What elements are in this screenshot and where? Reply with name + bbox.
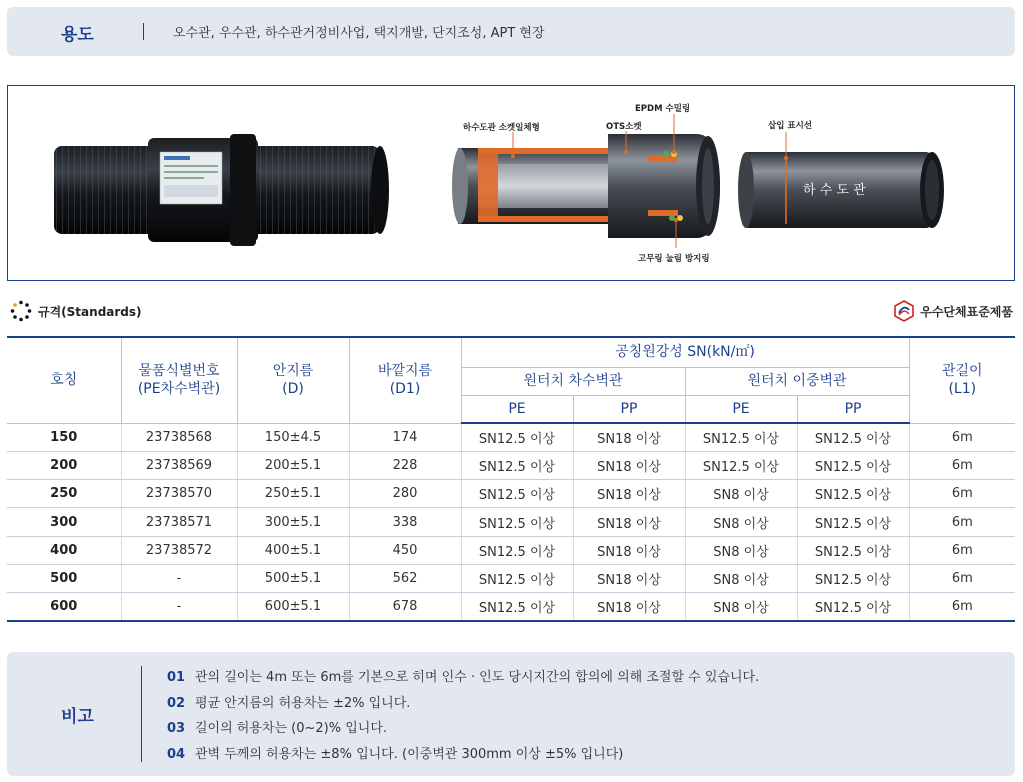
standards-label: 규격(Standards)	[38, 304, 142, 319]
cell-item-number: 23738570	[121, 480, 237, 508]
cell-inner-diameter: 600±5.1	[237, 593, 349, 621]
usage-title: 용도	[61, 25, 94, 45]
usage-text: 오수관, 우수관, 하수관거정비사업, 택지개발, 단지조성, APT 현장	[173, 26, 545, 41]
remark-text: 관의 길이는 4m 또는 6m를 기본으로 히며 인수 · 인도 당시지간의 합의에 의해 조절할 수 있습니다.	[195, 670, 760, 685]
cell-double-wall-pe: SN12.5 이상	[685, 423, 797, 451]
cell-item-number: 23738569	[121, 451, 237, 479]
cell-inner-diameter: 300±5.1	[237, 508, 349, 536]
cell-outer-diameter: 338	[349, 508, 461, 536]
cell-outer-diameter: 678	[349, 593, 461, 621]
header-length: 관길이 (L1)	[909, 337, 1015, 423]
header-inner-diameter: 안지름 (D)	[237, 337, 349, 423]
cell-outer-diameter: 228	[349, 451, 461, 479]
cell-double-wall-pe: SN8 이상	[685, 508, 797, 536]
label-insert-line: 삽입 표시선	[768, 121, 813, 131]
cell-watertight-pp: SN18 이상	[573, 423, 685, 451]
cell-watertight-pe: SN12.5 이상	[461, 451, 573, 479]
cell-double-wall-pp: SN12.5 이상	[797, 536, 909, 564]
cell-double-wall-pe: SN8 이상	[685, 593, 797, 621]
cell-item-number: 23738568	[121, 423, 237, 451]
cell-watertight-pp: SN18 이상	[573, 508, 685, 536]
header-item-number: 물품식별번호 (PE차수벽관)	[121, 337, 237, 423]
cell-double-wall-pe: SN8 이상	[685, 564, 797, 592]
cell-size: 600	[7, 593, 121, 621]
cell-watertight-pe: SN12.5 이상	[461, 564, 573, 592]
remark-text: 길이의 허용차는 (0~2)% 입니다.	[195, 721, 388, 736]
remarks-list	[167, 665, 759, 767]
table-row	[7, 423, 1015, 451]
cell-item-number: 23738571	[121, 508, 237, 536]
specification-table	[7, 336, 1015, 622]
header-stiffness: 공칭원강성 SN(kN/㎡)	[461, 337, 909, 367]
cell-length: 6m	[909, 564, 1015, 592]
cell-length: 6m	[909, 480, 1015, 508]
cell-item-number: -	[121, 593, 237, 621]
remarks-title: 비고	[61, 707, 94, 727]
header-group-watertight: 원터치 차수벽관	[461, 367, 685, 395]
cell-outer-diameter: 280	[349, 480, 461, 508]
cell-inner-diameter: 150±4.5	[237, 423, 349, 451]
label-epdm-ring: EPDM 수밀링	[635, 104, 691, 114]
remarks-panel	[7, 652, 1015, 776]
cell-watertight-pp: SN18 이상	[573, 564, 685, 592]
cell-inner-diameter: 400±5.1	[237, 536, 349, 564]
header-pe-watertight: PE	[461, 395, 573, 423]
cell-outer-diameter: 174	[349, 423, 461, 451]
cell-watertight-pe: SN12.5 이상	[461, 593, 573, 621]
cell-length: 6m	[909, 451, 1015, 479]
header-pe-double-wall: PE	[685, 395, 797, 423]
cell-watertight-pp: SN18 이상	[573, 451, 685, 479]
usage-bar	[7, 7, 1015, 56]
remark-item	[167, 742, 759, 768]
certification-mark-icon	[893, 300, 915, 322]
header-outer-diameter: 바깥지름 (D1)	[349, 337, 461, 423]
cell-outer-diameter: 450	[349, 536, 461, 564]
remark-number: 03	[167, 721, 186, 736]
cell-size: 500	[7, 564, 121, 592]
table-row	[7, 593, 1015, 621]
header-group-double-wall: 원터치 이중벽관	[685, 367, 909, 395]
dotted-circle-icon	[10, 300, 32, 322]
remark-item	[167, 691, 759, 717]
cell-length: 6m	[909, 423, 1015, 451]
certification-label: 우수단체표준제품	[920, 304, 1013, 319]
table-row	[7, 508, 1015, 536]
cell-length: 6m	[909, 593, 1015, 621]
cell-inner-diameter: 500±5.1	[237, 564, 349, 592]
table-row	[7, 536, 1015, 564]
remark-number: 01	[167, 670, 186, 685]
table-row	[7, 564, 1015, 592]
remark-number: 02	[167, 695, 186, 711]
label-rubber-ring: 고무링 눌림 방지링	[638, 254, 710, 264]
cell-double-wall-pp: SN12.5 이상	[797, 508, 909, 536]
cell-watertight-pp: SN18 이상	[573, 593, 685, 621]
header-pp-double-wall: PP	[797, 395, 909, 423]
table-row	[7, 451, 1015, 479]
cell-size: 150	[7, 423, 121, 451]
standards-header	[10, 298, 142, 324]
cell-watertight-pe: SN12.5 이상	[461, 480, 573, 508]
table-row	[7, 480, 1015, 508]
cell-length: 6m	[909, 508, 1015, 536]
plain-pipe-diagram	[738, 120, 944, 228]
cell-item-number: 23738572	[121, 536, 237, 564]
cell-double-wall-pe: SN12.5 이상	[685, 451, 797, 479]
cell-double-wall-pp: SN12.5 이상	[797, 564, 909, 592]
cell-watertight-pe: SN12.5 이상	[461, 423, 573, 451]
cell-outer-diameter: 562	[349, 564, 461, 592]
remarks-divider	[141, 666, 142, 762]
remark-number: 04	[167, 746, 186, 762]
product-illustration	[8, 86, 1014, 280]
header-size: 호칭	[7, 337, 121, 423]
cell-watertight-pp: SN18 이상	[573, 536, 685, 564]
cell-size: 400	[7, 536, 121, 564]
cell-size: 300	[7, 508, 121, 536]
remark-item	[167, 665, 759, 691]
cell-double-wall-pp: SN12.5 이상	[797, 423, 909, 451]
pipe-marking-text: 하 수 도 관	[803, 183, 866, 198]
socket-cutaway-diagram	[452, 103, 720, 264]
cell-inner-diameter: 200±5.1	[237, 451, 349, 479]
cell-watertight-pe: SN12.5 이상	[461, 508, 573, 536]
certification	[893, 298, 1013, 324]
cell-size: 250	[7, 480, 121, 508]
cell-length: 6m	[909, 536, 1015, 564]
cell-double-wall-pp: SN12.5 이상	[797, 480, 909, 508]
cell-watertight-pe: SN12.5 이상	[461, 536, 573, 564]
cell-double-wall-pe: SN8 이상	[685, 536, 797, 564]
label-ots-socket: OTS소켓	[606, 122, 642, 132]
cell-size: 200	[7, 451, 121, 479]
remark-text: 평균 안지름의 허용차는 ±2% 입니다.	[195, 695, 411, 711]
coupled-pipe-photo	[54, 134, 389, 246]
cell-watertight-pp: SN18 이상	[573, 480, 685, 508]
label-socket: 하수도관 소켓일체형	[463, 123, 540, 133]
cell-double-wall-pe: SN8 이상	[685, 480, 797, 508]
remark-text: 관벽 두께의 허용차는 ±8% 입니다. (이중벽관 300mm 이상 ±5% 입니다)	[195, 746, 624, 762]
product-image-panel	[7, 85, 1015, 281]
cell-item-number: -	[121, 564, 237, 592]
remark-item	[167, 716, 759, 742]
usage-divider	[143, 23, 144, 40]
cell-inner-diameter: 250±5.1	[237, 480, 349, 508]
header-pp-watertight: PP	[573, 395, 685, 423]
cell-double-wall-pp: SN12.5 이상	[797, 593, 909, 621]
cell-double-wall-pp: SN12.5 이상	[797, 451, 909, 479]
